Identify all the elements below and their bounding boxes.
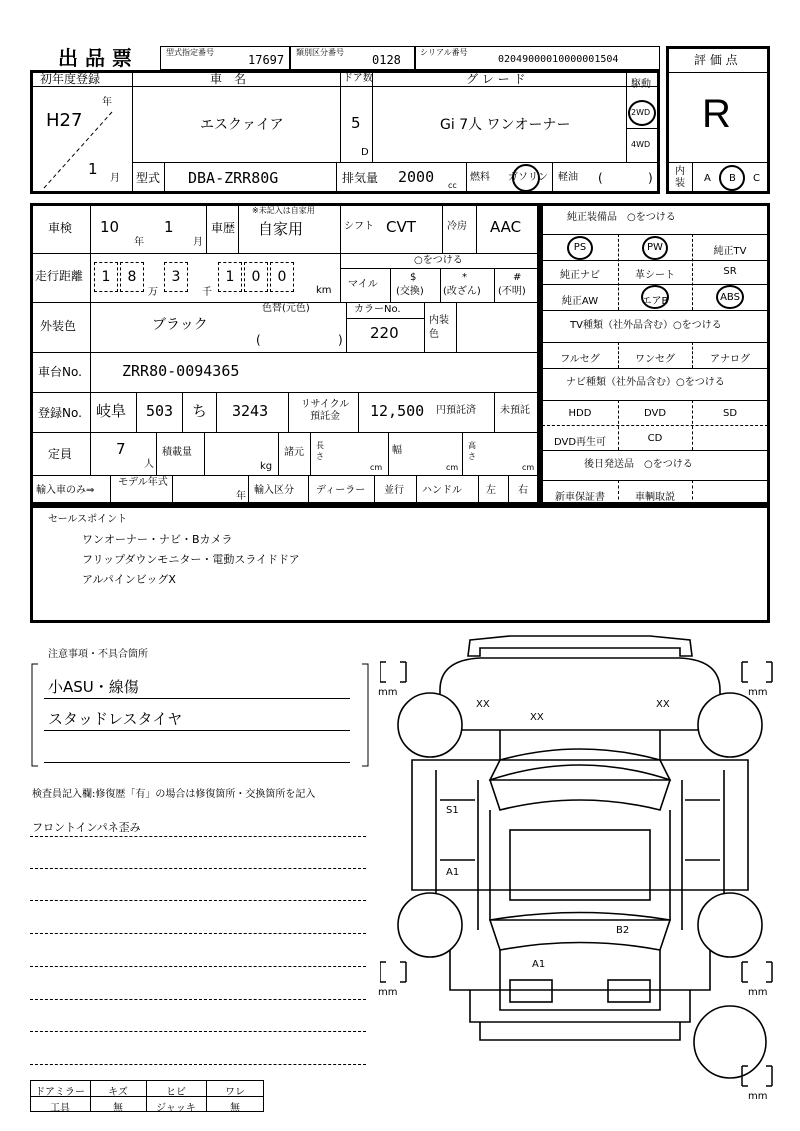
- fuel-circle: [512, 164, 540, 192]
- cd-label: CD: [647, 433, 663, 444]
- dims-sep: [278, 432, 279, 475]
- interior-b: B: [729, 173, 736, 184]
- damage-mark-b2: B2: [616, 925, 630, 936]
- eq-line-5: [542, 342, 768, 343]
- equip-pw-circle: [642, 236, 668, 260]
- damage-mark-a1-side: A1: [446, 867, 460, 878]
- displacement-value: 2000: [398, 168, 435, 186]
- genuine-equipment-label: 純正装備品 ○をつける: [567, 212, 676, 223]
- type-designation-label: 型式指定番号: [166, 48, 214, 57]
- inspector-rule-4: [30, 933, 366, 934]
- exterior-color-value: ブラック: [152, 317, 208, 333]
- legend-scratch: キズ: [108, 1087, 128, 1098]
- legend-jack-value: 無: [230, 1103, 240, 1114]
- drive-4wd: 4WD: [631, 140, 651, 149]
- vline-1: [132, 70, 133, 194]
- model-label-sep: [164, 162, 165, 194]
- color-no-value: 220: [370, 324, 399, 342]
- drive-label: 駆動: [631, 79, 651, 90]
- later-warranty: 新車保証書: [555, 492, 605, 503]
- sales-point-3: アルパインビッグX: [82, 573, 176, 586]
- mileage-sen-unit: 千: [202, 287, 212, 298]
- mileage-opt-sep3: [440, 268, 441, 302]
- displacement-unit: cc: [448, 181, 457, 190]
- model-label: 型式: [136, 171, 161, 185]
- import-sep-8: [508, 475, 509, 505]
- inspector-rule-5: [30, 966, 366, 967]
- reg-sep-2: [182, 392, 183, 432]
- interior-b-circle: [719, 165, 745, 191]
- form-title: 出 品 票: [58, 46, 132, 70]
- inspector-rule-2: [30, 868, 366, 869]
- recycle-unpaid: 未預託: [500, 405, 530, 416]
- mileage-opt-unknown: (不明): [498, 286, 526, 297]
- tv-type-label: TV種類（社外品含む）○をつける: [570, 320, 722, 331]
- mileage-man-unit: 万: [148, 287, 158, 298]
- fuel-value: ガソリン: [508, 172, 548, 183]
- capacity-unit: 人: [144, 459, 154, 470]
- mileage-opt-sep: [340, 253, 341, 302]
- rating-value: R: [702, 92, 731, 136]
- era-year-value: H27: [46, 110, 83, 131]
- later-shipping-label: 後日発送品 ○をつける: [584, 459, 693, 470]
- diesel-label: 軽油: [558, 172, 578, 183]
- vehicle-model-row-line: [132, 162, 660, 163]
- equip-pw: PW: [647, 242, 663, 253]
- interior-color-sep: [424, 302, 425, 352]
- registration-class: 503: [146, 402, 174, 420]
- equip-airbag-circle: [641, 285, 669, 309]
- mm-label-fl: mm: [378, 687, 398, 698]
- reg-sep-3: [216, 392, 217, 432]
- interior-color-label: 内装色: [429, 315, 449, 340]
- import-class-label: 輸入区分: [254, 485, 294, 496]
- recycle-unpaid-sep: [494, 392, 495, 432]
- year-month-diagonal: [42, 110, 116, 190]
- interior-label: 内装: [675, 166, 685, 189]
- inspection-year-unit: 年: [134, 237, 144, 248]
- shift-label: シフト: [344, 221, 374, 232]
- height-unit: cm: [522, 463, 535, 472]
- vline-4: [626, 70, 627, 162]
- mileage-km-unit: km: [316, 285, 332, 296]
- load-sep: [156, 432, 157, 475]
- damage-mark-front-right: XX: [656, 699, 670, 710]
- fuel-label: 燃料: [470, 172, 490, 183]
- recolor-label: 色替(元色): [262, 303, 310, 314]
- equip-leather: 革シート: [635, 270, 675, 281]
- serial-number-label: シリアル番号: [420, 48, 468, 57]
- equip-ps-circle: [567, 236, 593, 260]
- sales-points-label: セールスポイント: [48, 514, 128, 525]
- vehicle-header-row-line: [32, 86, 658, 87]
- history-label-sep: [238, 203, 239, 253]
- navi-row-line: [542, 425, 768, 426]
- parallel-label: 並行: [384, 485, 404, 496]
- tv-analog: アナログ: [710, 354, 750, 365]
- eq-line-1: [542, 234, 768, 235]
- mileage-opt-exchange: (交換): [396, 286, 424, 297]
- recycle-sep: [288, 392, 289, 432]
- import-label: 輸入車のみ⇒: [36, 485, 95, 496]
- equip-tv: 純正TV: [713, 246, 747, 257]
- dvd-play-label: DVD再生可: [553, 437, 607, 448]
- import-sep-4: [308, 475, 309, 505]
- eq-line-4: [542, 310, 768, 311]
- mileage-opt-tamper: (改ざん): [443, 286, 481, 297]
- legend-crack: ヒビ: [166, 1087, 186, 1098]
- reg-sep-1: [136, 392, 137, 432]
- recycle-value: 12,500: [370, 402, 425, 420]
- mileage-opt-sep4: [494, 268, 495, 302]
- equip-aw: 純正AW: [561, 296, 599, 307]
- chassis-value: ZRR80-0094365: [122, 362, 240, 380]
- mileage-digit-1: 1: [94, 262, 118, 292]
- registration-area: 岐阜: [96, 402, 127, 420]
- handle-label: ハンドル: [422, 485, 462, 496]
- note-line-1: 小ASU・線傷: [48, 678, 139, 696]
- recycle-status: 円預託済: [436, 405, 476, 416]
- load-label: 積載量: [162, 447, 192, 458]
- eq-line-6: [542, 368, 768, 369]
- dims-label-sep: [310, 432, 311, 475]
- aircon-value: AAC: [490, 218, 522, 236]
- inspector-rule-6: [30, 999, 366, 1000]
- recycle-label-sep: [358, 392, 359, 432]
- navi-sd: SD: [722, 408, 738, 419]
- rating-interior-divider: [668, 162, 768, 163]
- recycle-label: リサイクル預託金: [300, 399, 350, 422]
- mileage-digit-4: 1: [218, 262, 242, 292]
- navi-hdd: HDD: [568, 408, 592, 419]
- mileage-digit-3: 3: [164, 262, 188, 292]
- chassis-label: 車台No.: [38, 365, 82, 379]
- mileage-label: 走行距離: [35, 269, 84, 283]
- serial-number-value: 02049000010000001504: [498, 54, 619, 65]
- recolor-paren-open: (: [256, 333, 261, 347]
- details-block: [30, 203, 540, 505]
- right-label: 右: [518, 485, 528, 496]
- equip-abs-circle: [716, 285, 744, 309]
- history-label: 車歴: [211, 221, 236, 235]
- month-value: 1: [88, 160, 98, 178]
- import-sep-2: [172, 475, 173, 505]
- diesel-paren-close: ): [648, 171, 653, 185]
- rating-divider: [668, 72, 768, 73]
- legend-tools: 工具: [50, 1103, 70, 1114]
- mileage-opt-sep2: [390, 268, 391, 302]
- inspector-rule-7: [30, 1031, 366, 1032]
- exterior-color-label: 外装色: [40, 319, 77, 333]
- later-col-2: [692, 480, 693, 505]
- class-number-value: 0128: [372, 53, 401, 67]
- model-value-sep: [336, 162, 337, 194]
- aircon-label-sep: [476, 203, 477, 253]
- aircon-label: 冷房: [447, 221, 467, 232]
- rating-label: 評 価 点: [694, 53, 738, 67]
- dims-label: 諸元: [284, 447, 304, 458]
- equip-ps: PS: [573, 242, 587, 253]
- inspection-month: 1: [164, 218, 174, 236]
- doors-sub: D: [361, 147, 369, 158]
- color-no-line: [346, 318, 424, 319]
- mileage-opt-exchange-sym: $: [410, 272, 417, 283]
- import-sep-3: [248, 475, 249, 505]
- displacement-label: 排気量: [342, 171, 379, 185]
- mileage-opt-unknown-sym: #: [513, 272, 522, 283]
- row-line-4: [32, 392, 540, 393]
- grade-label: グ レ ー ド: [466, 72, 526, 86]
- tv-fullseg: フルセグ: [560, 354, 600, 365]
- eq-line-2: [542, 260, 768, 261]
- width-label: 幅: [392, 445, 402, 456]
- mileage-opt-mile: マイル: [348, 279, 378, 290]
- import-sep-7: [478, 475, 479, 505]
- inspection-label: 車検: [48, 221, 73, 235]
- fuel-sep: [552, 162, 553, 194]
- length-label: 長さ: [316, 441, 324, 461]
- later-manual: 車輌取説: [635, 492, 675, 503]
- navi-dvd: DVD: [643, 408, 667, 419]
- vline-2: [340, 70, 341, 162]
- tv-oneseg: ワンセグ: [635, 354, 675, 365]
- sales-point-2: フリップダウンモニター・電動スライドドア: [82, 553, 300, 566]
- month-unit: 月: [110, 173, 120, 184]
- aircon-sep: [442, 203, 443, 253]
- left-label: 左: [486, 485, 496, 496]
- inspection-year: 10: [100, 218, 120, 236]
- width-unit: cm: [446, 463, 459, 472]
- mileage-digit-6: 0: [270, 262, 294, 292]
- drive-2wd: 2WD: [631, 108, 651, 117]
- height-sep: [462, 432, 463, 475]
- notes-label: 注意事項・不具合箇所: [48, 649, 148, 660]
- legend-break: ワレ: [225, 1087, 245, 1098]
- import-sep-1: [110, 475, 111, 505]
- doors-value: 5: [351, 114, 361, 132]
- mileage-digit-2: 8: [120, 262, 144, 292]
- eq-line-9: [542, 480, 768, 481]
- first-registration-label: 初年度登録: [40, 72, 101, 86]
- history-note: ※未記入は自家用: [252, 206, 315, 215]
- inspector-line-1: フロントインパネ歪み: [32, 821, 141, 834]
- grade-value: Gi 7人 ワンオーナー: [440, 117, 571, 133]
- doors-label: ドア数: [343, 73, 373, 84]
- mm-label-fr: mm: [748, 687, 768, 698]
- row-line-5: [32, 432, 540, 433]
- width-sep: [388, 432, 389, 475]
- model-year-unit: 年: [236, 491, 246, 502]
- history-sep: [206, 203, 207, 253]
- dealer-label: ディーラー: [316, 485, 366, 496]
- recolor-paren-close: ): [338, 333, 343, 347]
- capacity-label: 定員: [48, 447, 73, 461]
- import-sep-6: [416, 475, 417, 505]
- shift-sep: [340, 203, 341, 253]
- damage-mark-front-left: XX: [476, 699, 490, 710]
- car-damage-diagram: [380, 630, 780, 1100]
- equip-abs: ABS: [720, 292, 740, 303]
- year-unit: 年: [102, 97, 112, 108]
- mileage-digit-5: 0: [244, 262, 268, 292]
- interior-a: A: [704, 173, 711, 184]
- type-designation-value: 17697: [248, 53, 285, 67]
- load-unit: kg: [260, 461, 273, 472]
- color-no-sep: [346, 302, 347, 352]
- legend-jack: ジャッキ: [156, 1103, 196, 1114]
- car-name-value: エスクァイア: [200, 117, 284, 133]
- row-line-1: [32, 253, 540, 254]
- load-label-sep: [204, 432, 205, 475]
- legend-tools-value: 無: [113, 1103, 123, 1114]
- model-value: DBA-ZRR80G: [188, 169, 279, 187]
- inspector-rule-3: [30, 900, 366, 901]
- diesel-paren-open: (: [598, 171, 603, 185]
- equip-navi: 純正ナビ: [560, 270, 600, 281]
- registration-kana: ち: [192, 402, 208, 420]
- inspection-month-unit: 月: [193, 237, 203, 248]
- interior-color-label-sep: [456, 302, 457, 352]
- interior-c: C: [753, 173, 760, 184]
- mm-label-spare: mm: [748, 1091, 768, 1102]
- drive-divider: [626, 128, 660, 129]
- length-unit: cm: [370, 463, 383, 472]
- color-no-label: カラーNo.: [354, 304, 401, 315]
- legend-mirror: ドアミラー: [35, 1087, 85, 1098]
- inspector-label: 検査員記入欄:修復歴「有」の場合は修復箇所・交換箇所を記入: [32, 789, 316, 800]
- row-line-3: [32, 352, 540, 353]
- history-value: 自家用: [258, 220, 304, 238]
- note-underline-1: [44, 698, 350, 699]
- shift-value: CVT: [386, 218, 416, 236]
- drive-2wd-circle: [628, 100, 656, 126]
- import-sep-5: [374, 475, 375, 505]
- registration-label: 登録No.: [38, 406, 82, 420]
- mileage-circle-note: ○をつける: [414, 255, 463, 266]
- mileage-opt-tamper-sym: *: [462, 272, 467, 283]
- mm-label-rr: mm: [748, 987, 768, 998]
- note-underline-2: [44, 730, 350, 731]
- inspector-rule-8: [30, 1064, 366, 1065]
- equip-sr: SR: [723, 266, 737, 277]
- eq-line-7: [542, 400, 768, 401]
- height-label: 高さ: [468, 441, 476, 461]
- model-year-label: モデル年式: [118, 477, 168, 488]
- label-col-line: [90, 203, 91, 475]
- damage-mark-a1-rear: A1: [532, 959, 546, 970]
- registration-number: 3243: [232, 402, 269, 420]
- mm-label-rl: mm: [378, 987, 398, 998]
- sales-point-1: ワンオーナー・ナビ・Bカメラ: [82, 533, 233, 546]
- navi-type-label: ナビ種類（社外品含む）○をつける: [566, 377, 725, 388]
- note-underline-3: [44, 762, 350, 763]
- class-number-label: 類別区分番号: [296, 48, 344, 57]
- capacity-value: 7: [116, 440, 126, 458]
- interior-sep: [692, 162, 693, 194]
- inspector-rule-1: [30, 836, 366, 837]
- equip-airbag: エアB: [641, 296, 669, 307]
- note-line-2: スタッドレスタイヤ: [48, 710, 183, 728]
- row-line-6: [32, 475, 540, 476]
- damage-mark-s1: S1: [446, 805, 459, 816]
- damage-mark-hood: XX: [530, 712, 544, 723]
- eq-line-8: [542, 450, 768, 451]
- car-name-label: 車 名: [210, 72, 247, 86]
- displacement-sep: [466, 162, 467, 194]
